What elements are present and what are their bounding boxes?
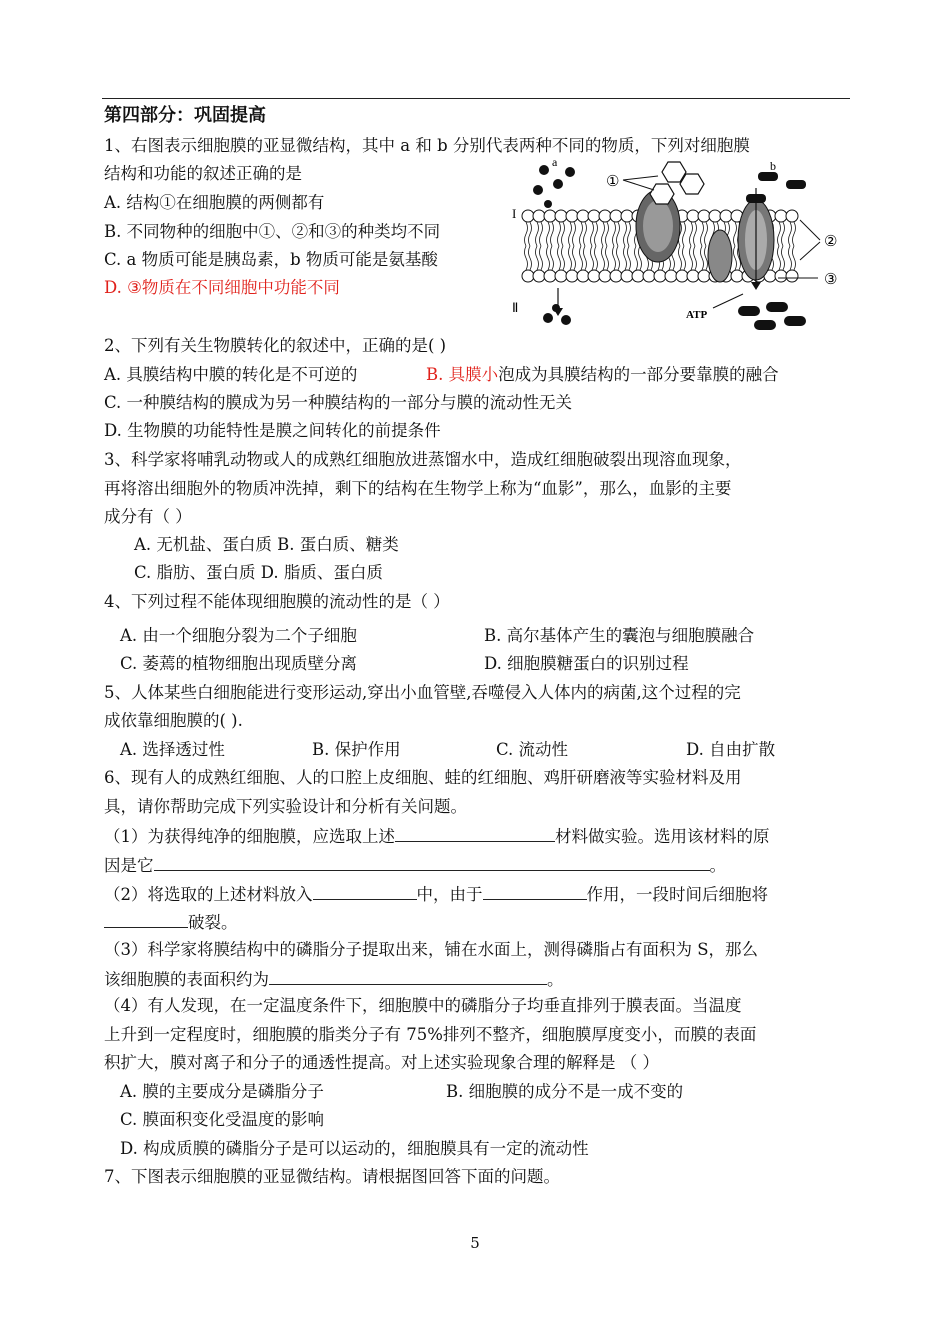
q6-part1-end: 。 — [709, 856, 726, 875]
phospholipid-head — [555, 270, 567, 282]
phospholipid-tail — [536, 246, 539, 270]
q4-stem: 4、下列过程不能体现细胞膜的流动性的是（ ） — [104, 592, 450, 611]
phospholipid-head — [709, 210, 721, 222]
q6-blank-material[interactable] — [395, 823, 555, 842]
phospholipid-head — [687, 270, 699, 282]
phospholipid-head — [621, 210, 633, 222]
phospholipid-tail — [547, 222, 550, 246]
phospholipid-head — [610, 210, 622, 222]
q3-stem-line1: 3、科学家将哺乳动物或人的成熟红细胞放进蒸馏水中，造成红细胞破裂出现溶血现象， — [104, 450, 742, 469]
phospholipid-tail — [690, 222, 693, 246]
phospholipid-tail — [793, 222, 796, 246]
phospholipid-tail — [624, 246, 627, 270]
phospholipid-tail — [613, 246, 616, 270]
phospholipid-head — [632, 270, 644, 282]
phospholipid-head — [522, 270, 534, 282]
phospholipid-head — [533, 270, 545, 282]
phospholipid-head — [522, 210, 534, 222]
phospholipid-head — [588, 270, 600, 282]
label-atp: ATP — [686, 309, 708, 321]
q6-part1-prefix: （1）为获得纯净的细胞膜，应选取上述 — [104, 827, 395, 846]
phospholipid-head — [775, 210, 787, 222]
q6-part2-end: 破裂。 — [188, 913, 238, 932]
atp-arrow — [713, 294, 743, 308]
q6-part3-line1: （3）科学家将膜结构中的磷脂分子提取出来，铺在水面上，测得磷脂占有面积为 S，那么 — [104, 940, 759, 959]
phospholipid-tail — [694, 246, 697, 270]
q5-option-d: D. 自由扩散 — [686, 740, 776, 759]
phospholipid-head — [588, 210, 600, 222]
cell-membrane-figure — [508, 158, 848, 333]
q2-option-b — [426, 363, 779, 387]
q6-part2-suffix: 作用，一段时间后细胞将 — [586, 885, 768, 904]
phospholipid-tail — [536, 222, 539, 246]
phospholipid-tail — [558, 246, 561, 270]
phospholipid-tail — [701, 222, 704, 246]
phospholipid-tail — [547, 246, 550, 270]
phospholipid-tail — [551, 246, 554, 270]
phospholipid-head — [544, 270, 556, 282]
phospholipid-tail — [525, 222, 528, 246]
phospholipid-tail — [789, 246, 792, 270]
q1-option-a: A. 结构①在细胞膜的两侧都有 — [104, 193, 325, 212]
q4-option-a: A. 由一个细胞分裂为二个子细胞 — [120, 626, 357, 645]
phospholipid-head — [643, 270, 655, 282]
q3-options-ab: A. 无机盐、蛋白质 B. 蛋白质、糖类 — [134, 535, 399, 554]
q6-part1-line2 — [104, 852, 726, 878]
phospholipid-head — [786, 270, 798, 282]
q3-stem-line3: 成分有（ ） — [104, 507, 192, 526]
phospholipid-tail — [683, 246, 686, 270]
phospholipid-tail — [584, 246, 587, 270]
phospholipid-tail — [705, 246, 708, 270]
page-number: 5 — [470, 1234, 480, 1252]
label-b: b — [770, 159, 776, 173]
q2-option-c: C. 一种膜结构的膜成为另一种膜结构的一部分与膜的流动性无关 — [104, 393, 573, 412]
q6-part2-mid: 中，由于 — [416, 885, 483, 904]
q6-option-d: D. 构成质膜的磷脂分子是可以运动的，细胞膜具有一定的流动性 — [120, 1139, 589, 1158]
phospholipid-tail — [617, 222, 620, 246]
phospholipid-tail — [569, 246, 572, 270]
q5-option-c: C. 流动性 — [496, 740, 569, 759]
q7-stem: 7、下图表示细胞膜的亚显微结构。请根据图回答下面的问题。 — [104, 1167, 560, 1186]
q2-option-a: A. 具膜结构中膜的转化是不可逆的 — [104, 365, 358, 384]
label-3: ③ — [824, 270, 838, 288]
q5-stem-line1: 5、人体某些白细胞能进行变形运动,穿出小血管壁,吞噬侵入人体内的病菌,这个过程的完 — [104, 683, 741, 702]
q6-part3-line2 — [104, 966, 564, 992]
q6-blank-effect[interactable] — [483, 881, 587, 900]
phospholipid-head — [698, 210, 710, 222]
q4-option-b: B. 高尔基体产生的囊泡与细胞膜融合 — [484, 626, 755, 645]
label-1: ① — [606, 172, 620, 190]
q6-option-b: B. 细胞膜的成分不是一成不变的 — [446, 1082, 684, 1101]
phospholipid-tail — [540, 246, 543, 270]
q6-option-a: A. 膜的主要成分是磷脂分子 — [120, 1082, 324, 1101]
phospholipid-tail — [635, 246, 638, 270]
section-title: 第四部分：巩固提高 — [104, 105, 266, 126]
q6-part4-line3: 积扩大，膜对离子和分子的通透性提高。对上述实验现象合理的解释是 （ ） — [104, 1053, 659, 1072]
phospholipid-tail — [525, 246, 528, 270]
phospholipid-head — [654, 270, 666, 282]
protein-left-inner — [643, 200, 673, 252]
label-2: ② — [824, 232, 838, 250]
q6-blank-area[interactable] — [269, 966, 547, 985]
q3-options-cd: C. 脂肪、蛋白质 D. 脂质、蛋白质 — [134, 563, 383, 582]
phospholipid-tail — [558, 222, 561, 246]
phospholipid-tail — [705, 222, 708, 246]
phospholipid-head — [621, 270, 633, 282]
q6-blank-medium[interactable] — [313, 881, 417, 900]
q6-part3-end: 。 — [547, 970, 564, 989]
phospholipid-tail — [591, 246, 594, 270]
q5-option-b: B. 保护作用 — [312, 740, 401, 759]
phospholipid-tail — [606, 222, 609, 246]
q6-blank-result[interactable] — [104, 909, 188, 928]
phospholipid-tail — [782, 246, 785, 270]
phospholipid-head — [599, 270, 611, 282]
phospholipid-tail — [595, 222, 598, 246]
q4-option-d: D. 细胞膜糖蛋白的识别过程 — [484, 654, 689, 673]
phospholipid-tail — [628, 246, 631, 270]
phospholipid-tail — [778, 246, 781, 270]
phospholipid-tail — [562, 222, 565, 246]
q6-part1-reason-prefix: 因是它 — [104, 856, 154, 875]
phospholipid-tail — [529, 246, 532, 270]
phospholipid-tail — [584, 222, 587, 246]
protein-middle — [708, 230, 732, 282]
phospholipid-tail — [602, 222, 605, 246]
q5-stem-line2: 成依靠细胞膜的( ). — [104, 711, 243, 730]
phospholipid-head — [566, 210, 578, 222]
phospholipid-tail — [595, 246, 598, 270]
q6-blank-reason[interactable] — [154, 852, 710, 871]
phospholipid-head — [566, 270, 578, 282]
q1-stem-line2: 结构和功能的叙述正确的是 — [104, 164, 302, 183]
phospholipid-tail — [701, 246, 704, 270]
phospholipid-tail — [617, 246, 620, 270]
phospholipid-tail — [562, 246, 565, 270]
phospholipid-tail — [690, 246, 693, 270]
phospholipid-tail — [734, 222, 737, 246]
q4-option-c: C. 萎蔫的植物细胞出现质壁分离 — [120, 654, 358, 673]
phospholipid-tail — [624, 222, 627, 246]
phospholipid-head — [544, 210, 556, 222]
q5-option-a: A. 选择透过性 — [120, 740, 225, 759]
q6-part2-line2 — [104, 909, 238, 935]
phospholipid-head — [731, 270, 743, 282]
phospholipid-tail — [551, 222, 554, 246]
phospholipid-tail — [591, 222, 594, 246]
glycoprotein-chain — [650, 162, 704, 204]
phospholipid-tail — [789, 222, 792, 246]
phospholipid-head — [577, 210, 589, 222]
phospholipid-head — [599, 210, 611, 222]
q6-part3-prefix: 该细胞膜的表面积约为 — [104, 970, 269, 989]
q6-part4-line1: （4）有人发现，在一定温度条件下，细胞膜中的磷脂分子均垂直排列于膜表面。当温度 — [104, 996, 742, 1015]
phospholipid-tail — [782, 222, 785, 246]
q3-stem-line2: 再将溶出细胞外的物质冲洗掉，剩下的结构在生物学上称为“血影”，那么，血影的主要 — [104, 479, 732, 498]
q6-stem-line1: 6、现有人的成熟红细胞、人的口腔上皮细胞、蛙的红细胞、鸡肝研磨液等实验材料及用 — [104, 768, 742, 787]
phospholipid-tail — [573, 246, 576, 270]
label-side-i: I — [512, 206, 517, 221]
phospholipid-head — [786, 210, 798, 222]
phospholipid-tail — [793, 246, 796, 270]
q6-part4-line2: 上升到一定程度时，细胞膜的脂类分子有 75%排列不整齐，细胞膜厚度变小，而膜的表面 — [104, 1025, 757, 1044]
q6-part1-suffix: 材料做实验。选用该材料的原 — [555, 827, 770, 846]
substance-a-dots — [533, 165, 575, 325]
phospholipid-head — [610, 270, 622, 282]
q2-option-b-rest: 泡成为具膜结构的一部分要靠膜的融合 — [498, 365, 779, 384]
phospholipid-tail — [573, 222, 576, 246]
phospholipid-tail — [613, 222, 616, 246]
q6-part2-prefix: （2）将选取的上述材料放入 — [104, 885, 313, 904]
phospholipid-tail — [540, 222, 543, 246]
header-rule — [102, 98, 850, 99]
q6-stem-line2: 具，请你帮助完成下列实验设计和分析有关问题。 — [104, 797, 467, 816]
phospholipid-tail — [580, 222, 583, 246]
phospholipid-tail — [679, 246, 682, 270]
phospholipid-tail — [628, 222, 631, 246]
phospholipid-tail — [606, 246, 609, 270]
phospholipid-tail — [569, 222, 572, 246]
phospholipid-head — [665, 270, 677, 282]
pointer-2 — [800, 220, 820, 240]
q6-part2-line1 — [104, 881, 768, 907]
phospholipid-head — [533, 210, 545, 222]
q6-option-c: C. 膜面积变化受温度的影响 — [120, 1110, 325, 1129]
phospholipid-tail — [734, 246, 737, 270]
phospholipid-tail — [778, 222, 781, 246]
phospholipid-tail — [580, 246, 583, 270]
q1-option-b: B. 不同物种的细胞中①、②和③的种类均不同 — [104, 222, 441, 241]
q2-stem: 2、下列有关生物膜转化的叙述中，正确的是( ) — [104, 336, 447, 355]
phospholipid-tail — [683, 222, 686, 246]
phospholipid-head — [577, 270, 589, 282]
phospholipid-head — [676, 270, 688, 282]
phospholipid-head — [555, 210, 567, 222]
q2-option-d: D. 生物膜的功能特性是膜之间转化的前提条件 — [104, 421, 441, 440]
label-a: a — [552, 158, 558, 169]
label-side-ii: Ⅱ — [512, 300, 519, 315]
q1-option-d: D. ③物质在不同细胞中功能不同 — [104, 278, 340, 297]
phospholipid-tail — [694, 222, 697, 246]
q2-option-b-red: B. 具膜小 — [426, 365, 499, 384]
q1-option-c: C. a 物质可能是胰岛素，b 物质可能是氨基酸 — [104, 250, 438, 269]
phospholipid-head — [775, 270, 787, 282]
q1-stem-line1: 1、右图表示细胞膜的亚显微结构，其中 a 和 b 分别代表两种不同的物质，下列对细胞膜 — [104, 136, 750, 155]
phospholipid-head — [698, 270, 710, 282]
phospholipid-head — [687, 210, 699, 222]
phospholipid-tail — [602, 246, 605, 270]
phospholipid-head — [720, 210, 732, 222]
q6-part1-line1 — [104, 823, 770, 849]
phospholipid-tail — [529, 222, 532, 246]
